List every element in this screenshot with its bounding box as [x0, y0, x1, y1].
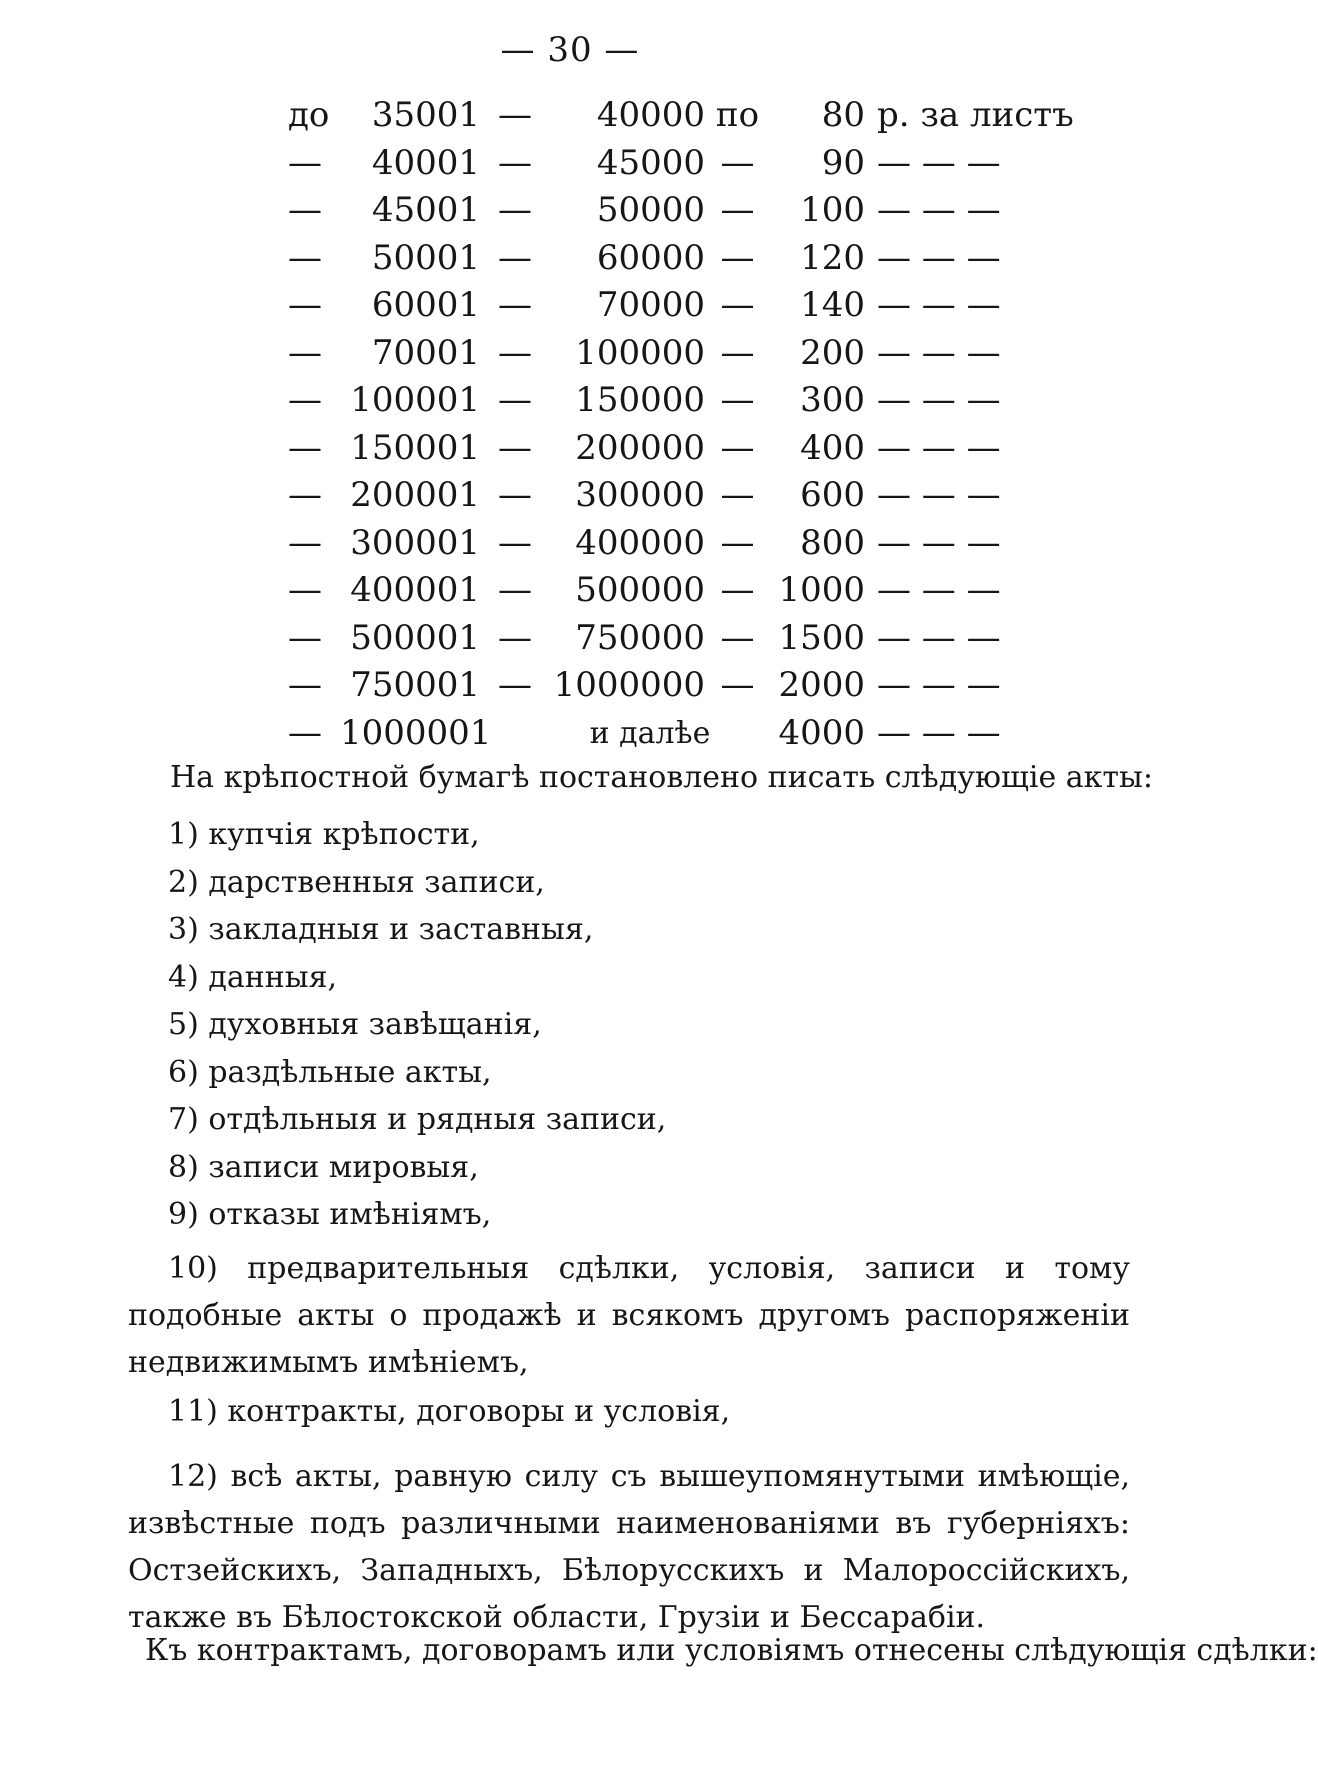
row-tail: — — —: [877, 665, 1001, 705]
range-dash: —: [498, 380, 532, 420]
price-per-sheet: 120: [800, 237, 865, 278]
row-tail: — — —: [877, 617, 1001, 658]
range-from: 40001: [371, 142, 480, 183]
range-to: 150000: [575, 380, 705, 420]
row-prefix: —: [288, 190, 322, 230]
range-separator: —: [720, 617, 755, 658]
row-prefix: —: [288, 142, 322, 183]
range-separator: —: [720, 427, 755, 468]
act-number: 2): [168, 864, 199, 900]
row-prefix: —: [288, 617, 322, 658]
row-prefix: —: [288, 237, 322, 278]
price-per-sheet: 200: [800, 332, 865, 373]
act-number: 4): [168, 959, 199, 995]
price-per-sheet: 600: [800, 475, 865, 515]
act-item: [168, 1049, 1128, 1097]
range-dash: —: [498, 475, 532, 515]
range-from: 45001: [371, 190, 480, 230]
range-dash: —: [498, 617, 532, 658]
range-dash: —: [498, 427, 532, 468]
range-separator: —: [720, 380, 755, 420]
row-prefix: —: [288, 522, 322, 563]
range-dash: —: [498, 665, 532, 705]
price-per-sheet: 140: [800, 285, 865, 325]
tariff-row: [280, 662, 1020, 710]
range-dash: —: [498, 142, 532, 183]
tariff-row: [280, 615, 1020, 663]
paragraph-10: 10) предварительныя сдѣлки, условія, записи и тому подобные акты о продажѣ и всякомъ другомъ распоряженіи недвижимымъ имѣніемъ,: [128, 1251, 1130, 1380]
row-tail: — — —: [877, 142, 1001, 183]
range-to: 300000: [575, 475, 705, 515]
act-number: 5): [168, 1007, 199, 1042]
price-per-sheet: 100: [800, 190, 865, 230]
range-to: 45000: [596, 142, 705, 183]
range-from: 150001: [350, 427, 480, 468]
row-tail: — — —: [877, 285, 1001, 325]
row-tail: — — —: [877, 570, 1001, 610]
range-separator: —: [720, 522, 755, 563]
tariff-row: [280, 187, 1020, 235]
act-text: закладныя и заставныя,: [208, 912, 594, 947]
act-text: духовныя завѣщанія,: [208, 1007, 542, 1042]
price-per-sheet: 1000: [778, 570, 865, 610]
row-prefix: —: [288, 332, 322, 373]
act-item: [168, 811, 1128, 859]
range-separator: —: [720, 570, 755, 610]
act-item: [168, 906, 1128, 954]
act-item: [168, 1001, 1128, 1049]
tariff-row: [280, 425, 1020, 473]
range-dash: —: [498, 190, 532, 230]
range-separator: —: [720, 237, 755, 278]
range-from: 400001: [350, 570, 480, 610]
row-tail: — — —: [877, 712, 1001, 753]
act-number: 9): [168, 1197, 199, 1232]
range-separator: —: [720, 190, 755, 230]
row-prefix: —: [288, 380, 322, 420]
range-open-end: и далѣе: [589, 715, 711, 751]
row-tail: — — —: [877, 332, 1001, 373]
act-text: отдѣльныя и рядныя записи,: [208, 1102, 667, 1137]
range-from: 50001: [371, 237, 480, 278]
tariff-table: [280, 92, 1074, 757]
act-item: [168, 1144, 1128, 1192]
range-to: 60000: [596, 237, 705, 278]
price-per-sheet: 90: [821, 142, 865, 183]
row-tail: — — —: [877, 522, 1001, 563]
range-to: 1000000: [553, 665, 705, 705]
row-tail: — — —: [877, 190, 1001, 230]
tariff-row: [280, 472, 1020, 520]
row-tail: — — —: [877, 427, 1001, 468]
act-number: 7): [168, 1102, 199, 1137]
act-item: [168, 1096, 1128, 1144]
range-to: 750000: [575, 617, 705, 658]
range-separator: —: [720, 332, 755, 373]
act-text: купчія крѣпости,: [208, 817, 480, 852]
price-per-sheet: 800: [800, 522, 865, 563]
paragraph-12: 12) всѣ акты, равную силу съ вышеупомянутыми имѣющіе, извѣстные подъ различными наименованіями въ губерніяхъ: Остзейскихъ, Западныхъ, Бѣлорусскихъ и Малороссійскихъ, также въ Бѣлостокской области, Грузіи и Бессарабіи.: [128, 1459, 1130, 1635]
range-dash: —: [498, 285, 532, 325]
act-item: [168, 859, 1128, 907]
row-tail: — — —: [877, 475, 1001, 515]
range-dash: —: [498, 332, 532, 373]
row-prefix: —: [288, 427, 322, 468]
acts-intro: На крѣпостной бумагѣ постановлено писать слѣдующіе акты:: [170, 760, 1153, 795]
row-prefix: —: [288, 665, 322, 705]
row-tail: — — —: [877, 380, 1001, 420]
range-dash: —: [498, 570, 532, 610]
range-to: 200000: [575, 427, 705, 468]
act-item: [168, 1191, 1128, 1239]
act-number: 8): [168, 1149, 199, 1185]
range-from: 35001: [371, 95, 480, 135]
row-prefix: —: [288, 285, 322, 325]
act-number: 1): [168, 817, 199, 852]
act-text: отказы имѣніямъ,: [208, 1197, 492, 1232]
range-from: 70001: [371, 332, 480, 373]
row-prefix: —: [288, 712, 322, 753]
row-prefix: —: [288, 570, 322, 610]
tariff-row: [280, 377, 1020, 425]
range-from: 100001: [350, 380, 480, 420]
range-from: 1000001: [340, 712, 492, 753]
act-text: раздѣльные акты,: [208, 1054, 492, 1090]
price-per-sheet: 1500: [778, 617, 865, 658]
tariff-row: [280, 330, 1020, 378]
tariff-row: [280, 567, 1020, 615]
acts-list: [168, 811, 1128, 1239]
price-per-sheet: 2000: [778, 665, 865, 705]
tariff-row: [280, 92, 1074, 140]
row-prefix: —: [288, 475, 322, 515]
range-from: 60001: [371, 285, 480, 325]
range-to: 40000: [596, 95, 705, 135]
act-text: данныя,: [208, 959, 338, 995]
tariff-row: [280, 282, 1020, 330]
row-tail: р. за листъ: [877, 95, 1074, 135]
price-per-sheet: 300: [800, 380, 865, 420]
range-to: 50000: [596, 190, 705, 230]
act-text: записи мировыя,: [208, 1149, 479, 1185]
range-separator: —: [720, 475, 755, 515]
row-tail: — — —: [877, 237, 1001, 278]
row-prefix: до: [288, 95, 330, 135]
tariff-row: [280, 140, 1020, 188]
range-separator: —: [720, 142, 755, 183]
act-number: 3): [168, 912, 199, 947]
range-to: 70000: [596, 285, 705, 325]
range-to: 500000: [575, 570, 705, 610]
range-dash: —: [498, 522, 532, 563]
tariff-row: [280, 235, 1020, 283]
range-to: 100000: [575, 332, 705, 373]
price-per-sheet: 400: [800, 427, 865, 468]
act-item: [168, 954, 1128, 1002]
paragraph-11: 11) контракты, договоры и условія,: [168, 1394, 731, 1429]
closing-line: Къ контрактамъ, договорамъ или условіямъ отнесены слѣдующія сдѣлки:: [145, 1633, 1318, 1668]
range-to: 400000: [575, 522, 705, 563]
tariff-rows: [280, 92, 1074, 710]
range-from: 300001: [350, 522, 480, 563]
page-number: — 30 —: [500, 30, 640, 70]
range-from: 200001: [350, 475, 480, 515]
range-separator: по: [715, 95, 760, 135]
price-per-sheet: 4000: [778, 712, 865, 753]
tariff-row: [280, 520, 1020, 568]
range-separator: —: [720, 665, 755, 705]
range-dash: —: [498, 237, 532, 278]
range-from: 750001: [350, 665, 480, 705]
range-separator: —: [720, 285, 755, 325]
price-per-sheet: 80: [821, 95, 865, 135]
act-text: дарственныя записи,: [208, 864, 545, 900]
act-number: 6): [168, 1054, 199, 1090]
tariff-row-last: [280, 710, 1020, 758]
range-from: 500001: [350, 617, 480, 658]
range-dash: —: [498, 95, 532, 135]
